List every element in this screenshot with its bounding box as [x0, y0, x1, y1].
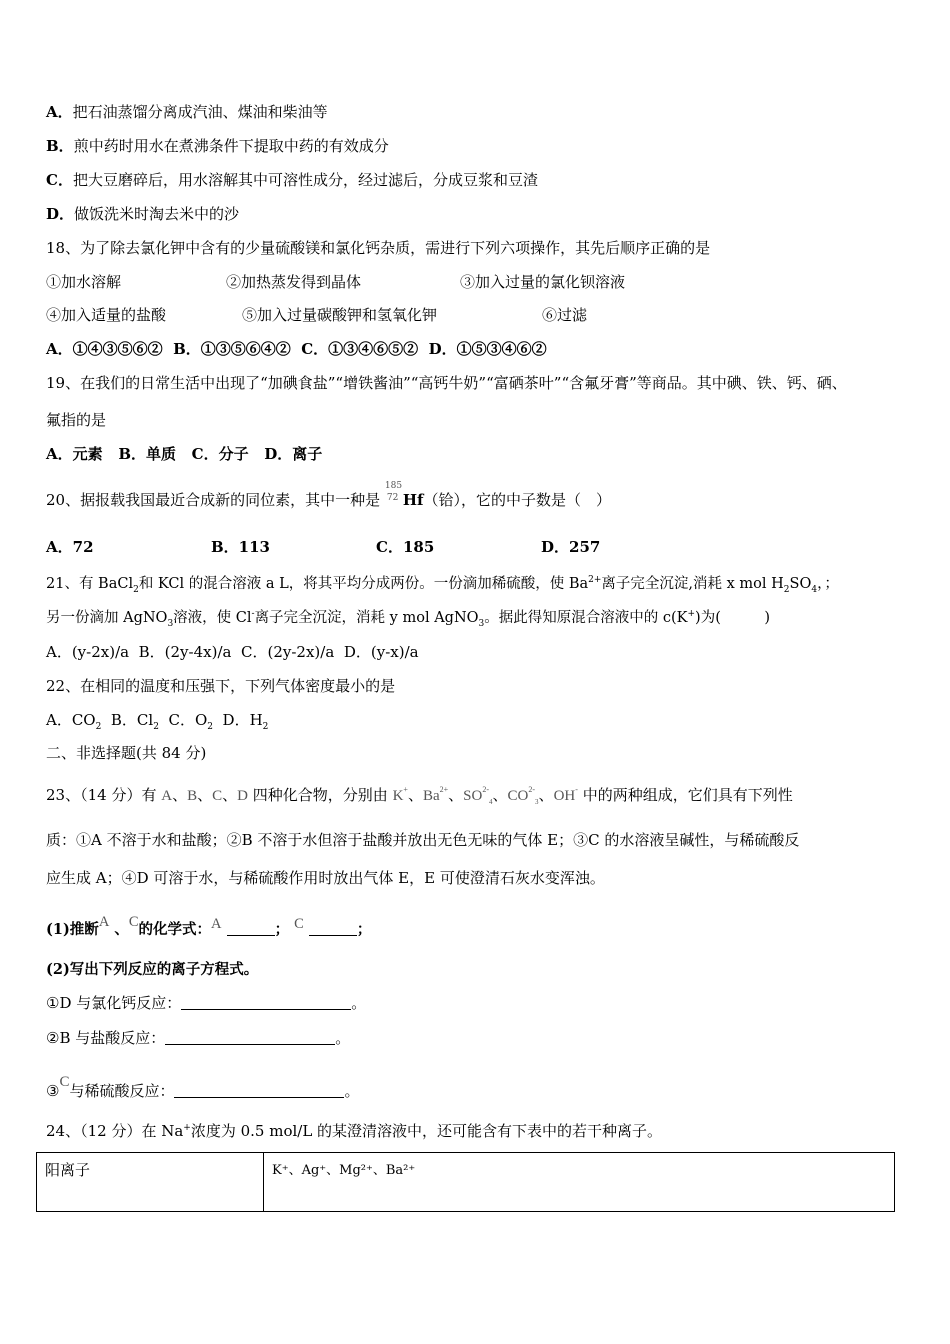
q19-choice-d: D．离子 — [264, 445, 323, 463]
q23-stem-line2: 质：①A 不溶于水和盐酸；②B 不溶于水但溶于盐酸并放出无色无味的气体 E；③C 的水溶液呈碱性，与稀硫酸反 — [46, 831, 800, 849]
q18-op-6: ⑥过滤 — [542, 306, 588, 324]
ion-ba: $Ba^{2+}$ — [422, 785, 449, 804]
answer-blank-a[interactable] — [227, 921, 275, 936]
q22-stem: 22、在相同的温度和压强下，下列气体密度最小的是 — [46, 677, 396, 695]
q21-choice-b: B．(2y-4x)/a — [138, 643, 232, 661]
q21-choices — [46, 642, 419, 662]
answer-blank-r3[interactable] — [174, 1083, 344, 1098]
q22-choice-d: D．$H_2$ — [222, 711, 269, 732]
q23-reaction-3: ③C与稀硫酸反应： 。 — [46, 1074, 360, 1100]
q21-stem-line2: 另一份滴加 AgNO$_3$溶液，使 Cl-离子完全沉淀，消耗 y mol AgNO$_3$。据此得知原混合溶液中的 c(K+)为( ) — [46, 609, 771, 629]
q19-stem-line2: 氟指的是 — [46, 411, 107, 429]
q20-choices — [46, 537, 600, 557]
q18-choice-b: B．①③⑤⑥④② — [173, 340, 291, 358]
q22-choice-b: B．$Cl_2$ — [110, 711, 159, 732]
q23-part1: (1)推断A 、C的化学式：A ； C ； — [46, 914, 372, 938]
q20-choice-d: D．257 — [541, 538, 601, 556]
ion-oh: OH- — [553, 785, 578, 804]
q18-choices — [46, 339, 547, 359]
section-heading: 二、非选择题(共 84 分) — [46, 744, 207, 762]
q22-choice-a: A．$CO_2$ — [46, 711, 102, 732]
q23-reaction-1: ①D 与氯化钙反应： 。 — [46, 994, 367, 1012]
table-value-cell: K⁺、Ag⁺、Mg²⁺、Ba²⁺ — [264, 1153, 895, 1212]
q20-choice-a: A．72 — [46, 538, 94, 556]
q17-option-b: B．煎中药时用水在煮沸条件下提取中药的有效成分 — [46, 137, 389, 155]
q18-op-1: ①加水溶解 — [46, 273, 122, 291]
q18-choice-c: C．①③④⑥⑤② — [301, 340, 419, 358]
q18-ops-row1 — [46, 272, 625, 292]
q19-choice-a: A．元素 — [46, 445, 103, 463]
q22-choices — [46, 710, 268, 730]
q18-ops-row2 — [46, 305, 587, 325]
table-row — [37, 1153, 895, 1212]
answer-blank-r1[interactable] — [181, 995, 351, 1010]
q18-op-3: ③加入过量的氯化钡溶液 — [460, 273, 626, 291]
q19-choice-b: B．单质 — [118, 445, 176, 463]
q22-choice-c: C．$O_2$ — [168, 711, 213, 732]
q18-stem: 18、为了除去氯化钾中含有的少量硫酸镁和氯化钙杂质，需进行下列六项操作，其先后顺序正确的是 — [46, 239, 711, 257]
table-header-cell: 阳离子 — [37, 1153, 264, 1212]
q18-choice-d: D．①⑤③④⑥② — [428, 340, 547, 358]
ion-table — [36, 1152, 895, 1212]
q18-op-2: ②加热蒸发得到晶体 — [226, 273, 362, 291]
q19-choice-c: C．分子 — [191, 445, 249, 463]
q19-choices — [46, 444, 322, 464]
q18-op-4: ④加入适量的盐酸 — [46, 306, 167, 324]
isotope-notation: 185 72 — [384, 481, 403, 503]
ion-k: K+ — [392, 785, 408, 804]
q23-part2: (2)写出下列反应的离子方程式。 — [46, 961, 259, 978]
q17-option-a: A．把石油蒸馏分离成汽油、煤油和柴油等 — [46, 103, 328, 121]
answer-blank-r2[interactable] — [165, 1030, 335, 1045]
q21-choice-a: A．(y-2x)/a — [46, 643, 130, 661]
q23-reaction-2: ②B 与盐酸反应： 。 — [46, 1029, 351, 1047]
q20-choice-c: C．185 — [376, 538, 435, 556]
q23-stem-line3: 应生成 A；④D 可溶于水，与稀硫酸作用时放出气体 E，E 可使澄清石灰水变浑浊。 — [46, 869, 605, 887]
q18-choice-a: A．①④③⑤⑥② — [46, 340, 163, 358]
q18-op-5: ⑤加入过量碳酸钾和氢氧化钾 — [242, 306, 438, 324]
q19-stem-line1: 19、在我们的日常生活中出现了“加碘食盐”“增铁酱油”“高钙牛奶”“富硒茶叶”“含氟牙膏”等商品。其中碘、铁、钙、硒、 — [46, 374, 847, 392]
q21-stem-line1: 21、有 BaCl$_2$和 KCl 的混合溶液 a L，将其平均分成两份。一份滴加稀硫酸，使 $Ba^{2+}$离子完全沉淀,消耗 x mol $H_2SO_4$，； — [46, 575, 839, 595]
q24-stem: 24、（12 分）在 Na+浓度为 0.5 mol/L 的某澄清溶液中，还可能含有下表中的若干种离子。 — [46, 1122, 663, 1140]
q23-stem-line1: 23、（14 分）有 A、B、C、D 四种化合物，分别由 K+、$Ba^{2+}$、$SO^{2-}_4$、$CO^{2-}_3$、OH- 中的两种组成，它们具有下列性 — [46, 785, 793, 806]
ion-so4: $SO^{2-}_4$ — [463, 785, 493, 806]
q20-stem: 20、据报载我国最近合成新的同位素，其中一种是 185 72 Hf（铪），它的中子数是（ ） — [46, 481, 612, 509]
q21-choice-c: C．(2y-2x)/a — [241, 643, 335, 661]
answer-blank-c[interactable] — [309, 921, 357, 936]
q21-choice-d: D．(y-x)/a — [343, 643, 419, 661]
q17-option-d: D．做饭洗米时淘去米中的沙 — [46, 205, 240, 223]
ion-co3: $CO^{2-}_3$ — [507, 785, 539, 806]
q20-choice-b: B．113 — [211, 538, 270, 556]
q17-option-c: C．把大豆磨碎后，用水溶解其中可溶性成分，经过滤后，分成豆浆和豆渣 — [46, 171, 538, 189]
